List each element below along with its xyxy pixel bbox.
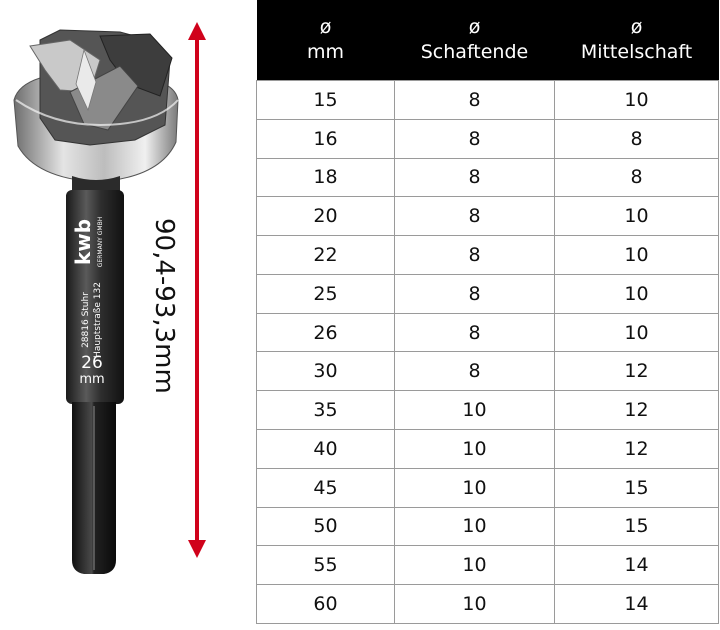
cell-mm: 35: [257, 391, 395, 430]
cell-mid-shaft: 15: [555, 468, 719, 507]
cell-shaft-end: 10: [395, 391, 555, 430]
drill-bit-illustration: [0, 0, 250, 626]
table-row: [257, 197, 719, 236]
size-value: 26: [81, 353, 103, 373]
cell-shaft-end: 10: [395, 546, 555, 585]
cell-mm: 15: [257, 81, 395, 120]
cell-shaft-end: 8: [395, 197, 555, 236]
cell-mm: 20: [257, 197, 395, 236]
cell-mid-shaft: 8: [555, 158, 719, 197]
cell-mm: 45: [257, 468, 395, 507]
table-row: [257, 236, 719, 275]
table-row: [257, 391, 719, 430]
cell-mid-shaft: 10: [555, 197, 719, 236]
cell-mid-shaft: 10: [555, 274, 719, 313]
cell-mid-shaft: 12: [555, 391, 719, 430]
cell-mm: 18: [257, 158, 395, 197]
cell-mid-shaft: 10: [555, 313, 719, 352]
table-row: [257, 507, 719, 546]
cell-mid-shaft: 10: [555, 81, 719, 120]
cell-mid-shaft: 10: [555, 236, 719, 275]
brand-logo: kwb: [71, 218, 95, 266]
cell-mm: 40: [257, 430, 395, 469]
cell-mid-shaft: 14: [555, 546, 719, 585]
cell-shaft-end: 8: [395, 313, 555, 352]
table-row: [257, 313, 719, 352]
cell-shaft-end: 8: [395, 119, 555, 158]
cell-mm: 25: [257, 274, 395, 313]
cell-mid-shaft: 15: [555, 507, 719, 546]
table-row: [257, 274, 719, 313]
table-row: [257, 119, 719, 158]
header-diameter-mm: ø mm: [257, 0, 395, 81]
cell-shaft-end: 10: [395, 468, 555, 507]
dimension-label: 90,4-93,3mm: [149, 218, 179, 394]
table-row: [257, 158, 719, 197]
table-row: [257, 546, 719, 585]
cell-shaft-end: 8: [395, 81, 555, 120]
cell-mid-shaft: 8: [555, 119, 719, 158]
header-mid-shaft: ø Mittelschaft: [555, 0, 719, 81]
cell-mm: 60: [257, 585, 395, 624]
cell-mid-shaft: 14: [555, 585, 719, 624]
forstner-bit-image: [0, 0, 250, 626]
table-row: [257, 352, 719, 391]
size-unit: mm: [79, 372, 105, 387]
cell-shaft-end: 8: [395, 274, 555, 313]
cell-mm: 16: [257, 119, 395, 158]
spec-table: [256, 0, 719, 624]
maker-line-1: 28816 Stuhr: [81, 292, 91, 348]
table-header-row: [257, 0, 719, 81]
header-shaft-end: ø Schaftende: [395, 0, 555, 81]
cell-mid-shaft: 12: [555, 430, 719, 469]
brand-subtext: GERMANY GMBH: [97, 216, 104, 268]
table-row: [257, 81, 719, 120]
cell-mm: 26: [257, 313, 395, 352]
cell-shaft-end: 10: [395, 430, 555, 469]
table-row: [257, 585, 719, 624]
cell-shaft-end: 10: [395, 585, 555, 624]
cell-shaft-end: 8: [395, 352, 555, 391]
table-row: [257, 468, 719, 507]
dimension-arrow: [188, 22, 206, 558]
cell-mm: 30: [257, 352, 395, 391]
cell-shaft-end: 10: [395, 507, 555, 546]
table-row: [257, 430, 719, 469]
cell-shaft-end: 8: [395, 158, 555, 197]
maker-line-2: Hauptstraße 132: [93, 282, 103, 358]
cell-mm: 22: [257, 236, 395, 275]
cell-mid-shaft: 12: [555, 352, 719, 391]
cell-mm: 50: [257, 507, 395, 546]
cell-mm: 55: [257, 546, 395, 585]
cell-shaft-end: 8: [395, 236, 555, 275]
cutter-head: [14, 30, 178, 182]
